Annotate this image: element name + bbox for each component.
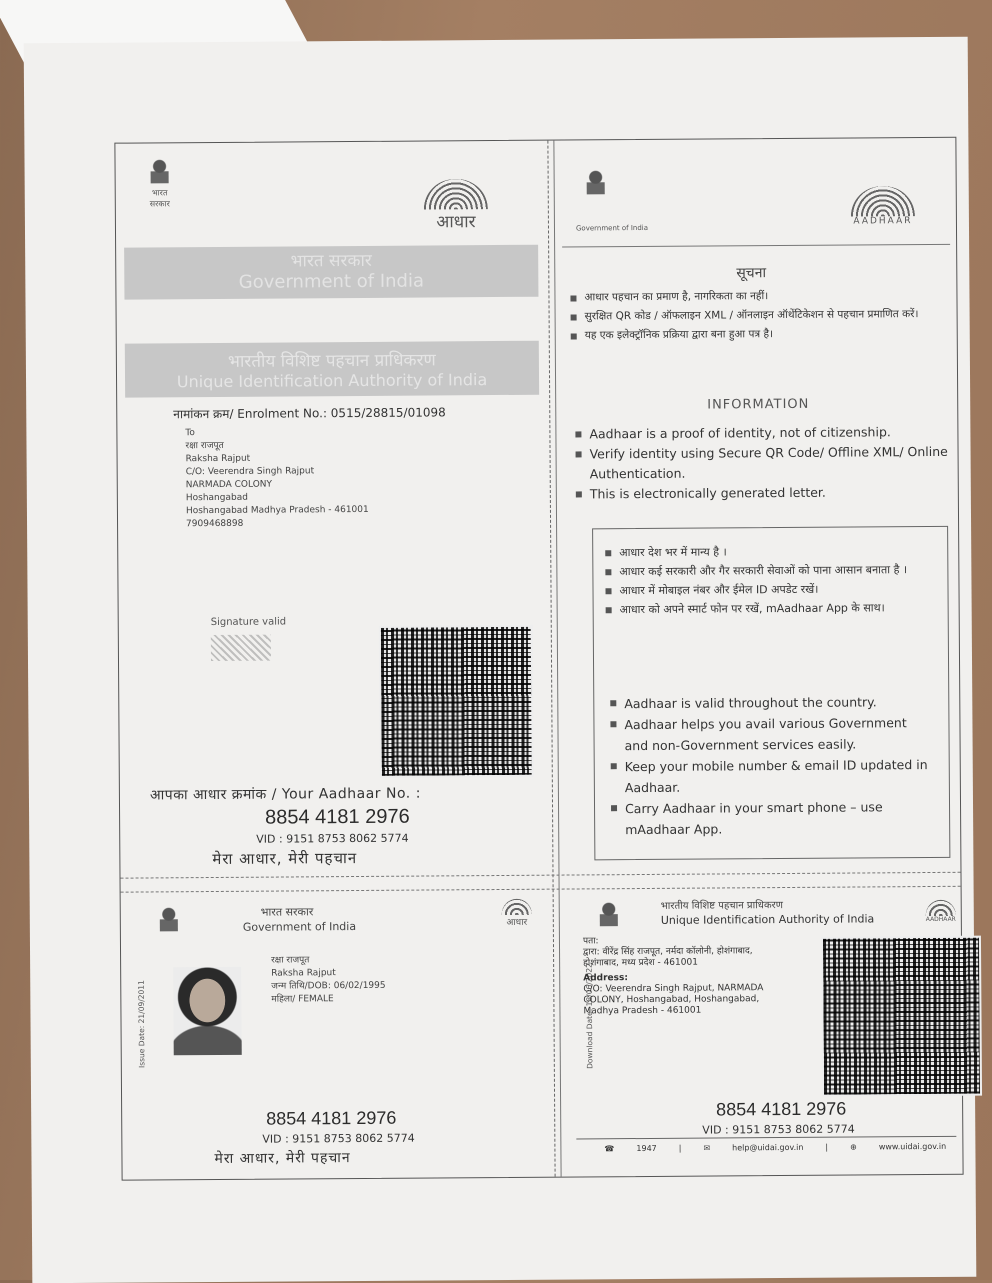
back-logo-text: AADHAAR [925, 915, 956, 924]
emblem-label-right: Government of India [575, 223, 649, 233]
help-email: help@uidai.gov.in [732, 1142, 804, 1153]
issue-date: Issue Date: 21/09/2011 [136, 980, 147, 1069]
to-label: To [185, 428, 195, 439]
holder-photo [173, 967, 242, 1055]
divider-bar-2: | [825, 1142, 829, 1152]
back-address [583, 935, 792, 1017]
helpline-number: 1947 [636, 1143, 657, 1154]
uidai-band [125, 341, 539, 398]
address-label-hindi: पता: [582, 936, 599, 947]
emblem-label: भारत सरकार [149, 188, 170, 209]
address-label-english: Address: [583, 973, 628, 984]
national-emblem-icon [141, 157, 177, 209]
notice-heading-hindi: सूचना [736, 265, 767, 282]
address-line-2: Hoshangabad [185, 492, 248, 504]
signature-check-icon [211, 635, 271, 661]
gov-english: Government of India [238, 270, 425, 293]
enrolment-number: नामांकन क्रम/ Enrolment No.: 0515/28815/01098 [173, 405, 446, 422]
recipient-address [185, 426, 426, 532]
fingerprint-icon [424, 179, 488, 209]
aadhaar-number: 8854 4181 2976 [265, 805, 410, 829]
address-line-3: Hoshangabad Madhya Pradesh - 461001 [185, 504, 369, 517]
aadhaar-logo-text-right: AADHAAR [853, 216, 913, 227]
vertical-divider [553, 141, 561, 1177]
benefit-hindi: आधार में मोबाइल नंबर और ईमेल ID अपडेट रखें। [603, 579, 913, 600]
benefit-english: Keep your mobile number & email ID updated in Aadhaar. [609, 754, 929, 798]
aadhaar-logo-text: आधार [436, 212, 476, 233]
fingerprint-icon-back [926, 900, 956, 916]
name-english: Raksha Rajput [185, 453, 251, 465]
back-uidai-hindi: भारतीय विशिष्ट पहचान प्राधिकरण [660, 900, 783, 912]
card-tagline: मेरा आधार, मेरी पहचान [214, 1150, 351, 1168]
address-hindi: द्वारा: वीरेंद्र सिंह राजपूत, नर्मदा कॉलोनी, होशंगाबाद, होशंगाबाद, मध्य प्रदेश - 461001 [583, 946, 753, 969]
card-logo-text: आधार [506, 917, 528, 928]
benefits-hindi [603, 541, 914, 619]
aadhaar-logo [416, 179, 496, 233]
qr-code [379, 625, 534, 778]
benefit-english: Carry Aadhaar in your smart phone – use mAadhaar App. [609, 796, 929, 840]
back-aadhaar-number: 8854 4181 2976 [716, 1098, 847, 1120]
card-dob: जन्म तिथि/DOB: 06/02/1995 [271, 980, 386, 992]
benefits-box [592, 526, 950, 860]
benefits-english [608, 691, 929, 840]
horizontal-cut-line [121, 872, 961, 879]
contact-footer [604, 1142, 946, 1153]
back-vid: VID : 9151 8753 8062 5774 [702, 1122, 855, 1137]
aadhaar-letter-sheet [24, 37, 977, 1283]
card-aadhaar-logo [495, 899, 539, 928]
card-gov-hindi: भारत सरकार [260, 905, 314, 919]
hindi-notes [568, 286, 918, 345]
letter-frame [114, 137, 963, 1181]
card-holder-details [271, 953, 511, 1007]
english-note: Verify identity using Secure QR Code/ Offline XML/ Online Authentication. [573, 442, 953, 485]
card-gov-english: Government of India [242, 920, 357, 934]
card-aadhaar-number: 8854 4181 2976 [266, 1107, 397, 1129]
back-uidai-english: Unique Identification Authority of India [660, 912, 875, 927]
address-english: C/O: Veerendra Singh Rajput, NARMADA COLONY, Hoshangabad, Hoshangabad, Madhya Pradesh - 461001 [583, 983, 764, 1017]
english-notes [573, 422, 954, 505]
phone-number: 7909468898 [186, 518, 244, 530]
header-divider [562, 244, 950, 248]
gov-hindi: भारत सरकार [290, 250, 372, 272]
mail-icon: ✉ [703, 1143, 711, 1153]
your-aadhaar-label: आपका आधार क्रमांक / Your Aadhaar No. : [149, 785, 421, 804]
benefit-english: Aadhaar helps you avail various Government and non-Government services easily. [608, 712, 928, 756]
vid-number: VID : 9151 8753 8062 5774 [256, 831, 409, 846]
benefit-english: Aadhaar is valid throughout the country. [608, 691, 928, 714]
horizontal-cut-line-2 [121, 886, 961, 893]
hindi-note: आधार पहचान का प्रमाण है, नागरिकता का नहीं। [568, 286, 918, 307]
globe-icon: ⊕ [850, 1142, 857, 1152]
english-note: This is electronically generated letter. [574, 482, 954, 505]
tagline: मेरा आधार, मेरी पहचान [212, 849, 358, 869]
back-aadhaar-logo [919, 900, 963, 923]
information-heading: INFORMATION [707, 396, 810, 413]
benefit-hindi: आधार देश भर में मान्य है । [603, 541, 913, 562]
national-emblem-icon-right [578, 168, 614, 214]
website: www.uidai.gov.in [878, 1141, 947, 1152]
divider-bar: | [678, 1143, 682, 1153]
fingerprint-icon-right [851, 186, 915, 216]
fingerprint-icon-card [502, 899, 532, 915]
download-date: Download Date: 18/06/2022 [584, 963, 595, 1069]
back-qr-code [821, 936, 982, 1097]
card-name-hindi: रक्षा राजपूत [271, 955, 310, 966]
card-name-english: Raksha Rajput [271, 968, 336, 979]
hindi-note: यह एक इलेक्ट्रॉनिक प्रक्रिया द्वारा बना हुआ पत्र है। [569, 324, 919, 345]
care-of: C/O: Veerendra Singh Rajput [185, 466, 315, 478]
card-gender: महिला/ FEMALE [271, 994, 334, 1005]
hindi-note: सुरक्षित QR कोड / ऑफलाइन XML / ऑनलाइन ऑथेंटिकेशन से पहचान प्रमाणित करें। [569, 305, 919, 326]
national-emblem-icon-card [151, 905, 187, 951]
english-note: Aadhaar is a proof of identity, not of citizenship. [573, 422, 953, 445]
footer-divider [576, 1136, 956, 1140]
uidai-english: Unique Identification Authority of India [176, 370, 488, 392]
address-line-1: NARMADA COLONY [185, 479, 273, 491]
aadhaar-logo-right [840, 186, 926, 227]
uidai-hindi: भारतीय विशिष्ट पहचान प्राधिकरण [227, 350, 436, 372]
benefit-hindi: आधार को अपने स्मार्ट फोन पर रखें, mAadhaar App के साथ। [604, 598, 914, 619]
phone-icon: ☎ [604, 1144, 615, 1154]
gov-band [124, 245, 538, 300]
benefit-hindi: आधार कई सरकारी और गैर सरकारी सेवाओं को पाना आसान बनाता है । [603, 560, 913, 581]
signature-valid-label: Signature valid [210, 616, 287, 629]
name-hindi: रक्षा राजपूत [185, 440, 224, 452]
card-vid: VID : 9151 8753 8062 5774 [262, 1131, 415, 1146]
